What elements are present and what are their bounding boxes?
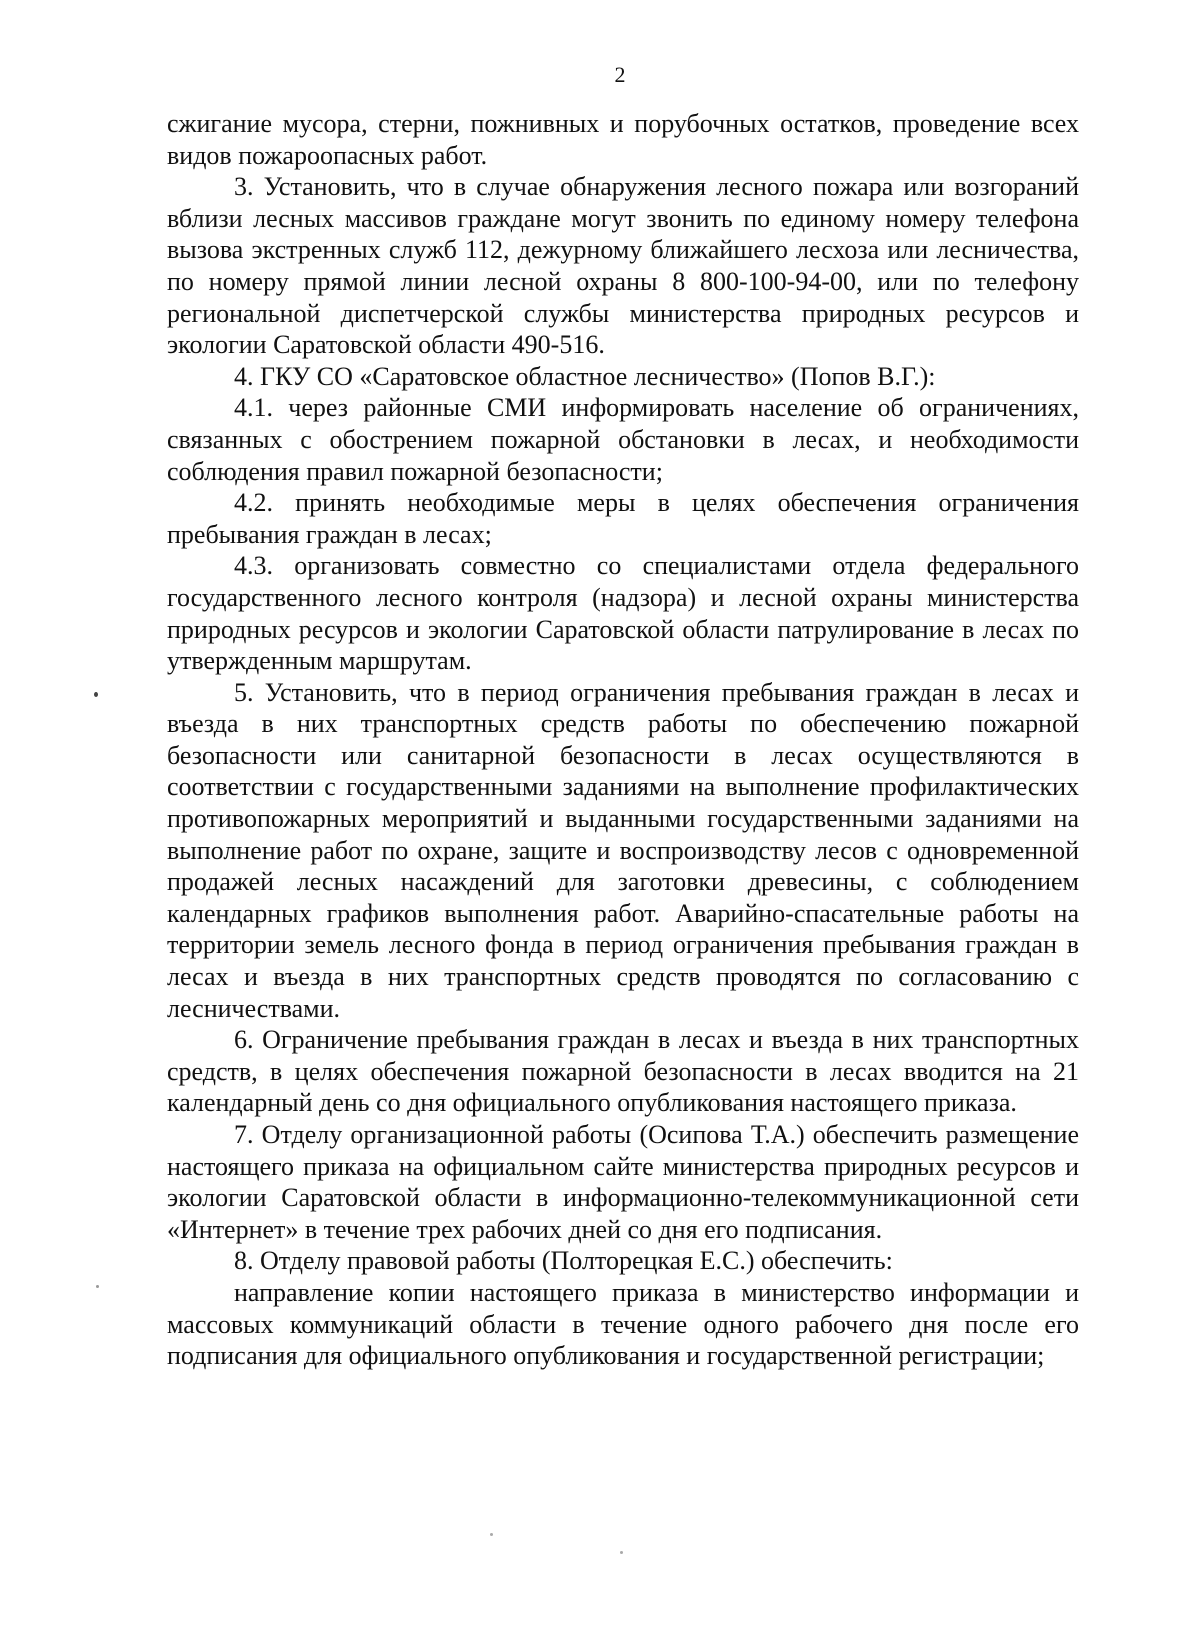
paragraph-item-8: 8. Отделу правовой работы (Полторецкая Е.С.) обеспечить: <box>234 1246 893 1276</box>
paragraph-continuation: сжигание мусора, стерни, пожнивных и порубочных остатков, проведение всех видов пожароопасных работ. <box>167 109 1079 170</box>
paragraph-item-7: 7. Отделу организационной работы (Осипова Т.А.) обеспечить размещение настоящего приказа на официальном сайте министерства природных ресурсов и экологии Саратовской области в информационно-телекоммуникационной сети «Интернет» в течение трех рабочих дней со дня его подписания. <box>167 1120 1079 1244</box>
paragraph-item-4-1: 4.1. через районные СМИ информировать население об ограничениях, связанных с обострением пожарной обстановки в лесах, и необходимости соблюдения правил пожарной безопасности; <box>167 393 1079 486</box>
document-body <box>167 108 1079 1372</box>
paragraph-item-4-2: 4.2. принять необходимые меры в целях обеспечения ограничения пребывания граждан в лесах; <box>167 488 1079 549</box>
paragraph-item-5: 5. Установить, что в период ограничения пребывания граждан в лесах и въезда в них транспортных средств работы по обеспечению пожарной безопасности или санитарной безопасности в лесах осуществляются в соответствии с государственными заданиями на выполнение профилактических противопожарных мероприятий и выданными государственными заданиями на выполнение работ по охране, защите и воспроизводству лесов с одновременной продажей лесных насаждений для заготовки древесины, с соблюдением календарных графиков выполнения работ. Аварийно-спасательные работы на территории земель лесного фонда в период ограничения пребывания граждан в лесах и въезда в них транспортных средств проводятся по согласованию с лесничествами. <box>167 677 1079 1023</box>
scan-speck <box>620 1551 623 1554</box>
scan-speck <box>490 1533 493 1536</box>
paragraph-item-4: 4. ГКУ СО «Саратовское областное лесничество» (Попов В.Г.): <box>234 361 936 391</box>
paragraph-item-8-sub: направление копии настоящего приказа в министерство информации и массовых коммуникаций области в течение одного рабочего дня после его подписания для официального опубликования и государственной регистрации; <box>167 1277 1079 1371</box>
paragraph-item-3: 3. Установить, что в случае обнаружения лесного пожара или возгораний вблизи лесных массивов граждане могут звонить по единому номеру телефона вызова экстренных служб 112, дежурному ближайшего лесхоза или лесничества, по номеру прямой линии лесной охраны 8 800-100-94-00, или по телефону региональной диспетчерской службы министерства природных ресурсов и экологии Саратовской области 490-516. <box>167 172 1079 360</box>
scan-speck <box>96 1285 99 1288</box>
paragraph-item-6: 6. Ограничение пребывания граждан в лесах и въезда в них транспортных средств, в целях обеспечения пожарной безопасности в лесах вводится на 21 календарный день со дня официального опубликования настоящего приказа. <box>167 1025 1079 1118</box>
page-number: 2 <box>614 62 626 87</box>
paragraph-item-4-3: 4.3. организовать совместно со специалистами отдела федерального государственного лесного контроля (надзора) и лесной охраны министерства природных ресурсов и экологии Саратовской области патрулирование в лесах по утвержденным маршрутам. <box>167 551 1079 676</box>
scan-speck <box>94 692 98 697</box>
